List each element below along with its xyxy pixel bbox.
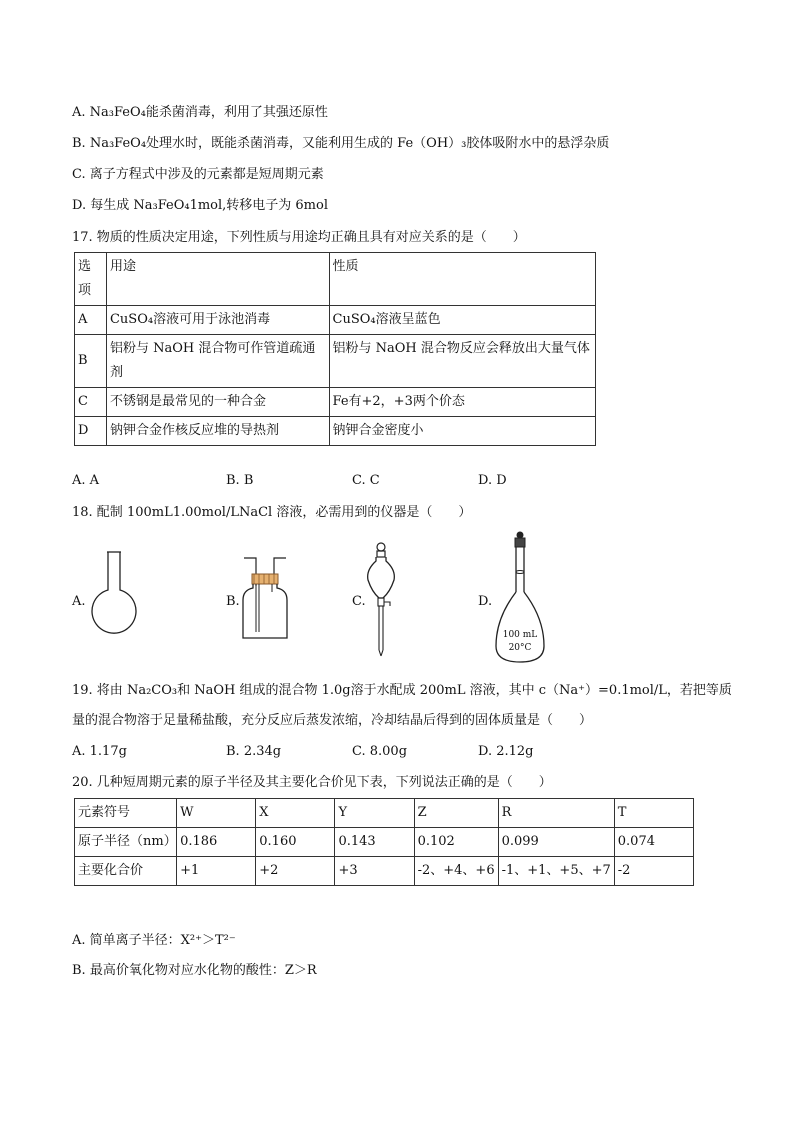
table-header-cell: R	[498, 799, 614, 828]
table-cell: B	[75, 335, 107, 388]
q19-stem-line-2: 量的混合物溶于足量稀盐酸，充分反应后蒸发浓缩，冷却结晶后得到的固体质量是（ ）	[72, 713, 593, 728]
table-header-cell: X	[256, 799, 335, 828]
q19-stem-line-1: 19. 将由 Na₂CO₃和 NaOH 组成的混合物 1.0g溶于水配成 200mL 溶液，其中 c（Na⁺）=0.1mol/L，若把等质	[72, 683, 732, 698]
q17-option-b: B. B	[226, 473, 254, 488]
q20-option-b: B. 最高价氧化物对应水化物的酸性：Z＞R	[72, 963, 317, 978]
table-row	[75, 828, 694, 857]
q18-option-b-label: B.	[226, 594, 240, 609]
table-header-cell: 元素符号	[75, 799, 177, 828]
table-header-cell: Y	[335, 799, 414, 828]
q19-option-c: C. 8.00g	[352, 744, 408, 759]
table-header-cell: 选项	[75, 253, 107, 306]
gas-washing-bottle-icon	[240, 552, 290, 642]
q20-option-a: A. 简单离子半径：X²⁺＞T²⁻	[72, 933, 236, 948]
table-row	[75, 388, 596, 417]
table-cell: CuSO₄溶液呈蓝色	[329, 306, 595, 335]
table-cell: 0.074	[614, 828, 693, 857]
q19-option-a: A. 1.17g	[72, 744, 127, 759]
table-row	[75, 799, 694, 828]
table-cell: +1	[177, 857, 256, 886]
table-cell: 铝粉与 NaOH 混合物可作管道疏通剂	[106, 335, 329, 388]
table-cell: 0.186	[177, 828, 256, 857]
table-cell: -2	[614, 857, 693, 886]
q17-option-c: C. C	[352, 473, 380, 488]
q18-option-a-label: A.	[72, 594, 86, 609]
separatory-funnel-icon	[364, 540, 398, 658]
q17-table	[74, 252, 596, 446]
table-cell: 0.143	[335, 828, 414, 857]
q16-option-a: A. Na₃FeO₄能杀菌消毒，利用了其强还原性	[72, 105, 328, 120]
table-cell: +2	[256, 857, 335, 886]
q19-option-b: B. 2.34g	[226, 744, 282, 759]
table-row	[75, 335, 596, 388]
round-bottom-flask-icon	[86, 548, 142, 644]
table-cell: 0.102	[414, 828, 498, 857]
q17-option-d: D. D	[478, 473, 507, 488]
table-cell: C	[75, 388, 107, 417]
table-cell: 原子半径（nm）	[75, 828, 177, 857]
q16-option-d: D. 每生成 Na₃FeO₄1mol,转移电子为 6mol	[72, 198, 328, 213]
table-cell: 钠钾合金作核反应堆的导热剂	[106, 417, 329, 446]
table-cell: +3	[335, 857, 414, 886]
table-cell: D	[75, 417, 107, 446]
table-row	[75, 417, 596, 446]
table-cell: 0.160	[256, 828, 335, 857]
table-row	[75, 253, 596, 306]
volumetric-flask-icon	[492, 530, 548, 666]
table-cell: 主要化合价	[75, 857, 177, 886]
q16-option-b: B. Na₃FeO₄处理水时，既能杀菌消毒，又能利用生成的 Fe（OH）₃胶体吸附水中的悬浮杂质	[72, 136, 610, 151]
table-cell: 钠钾合金密度小	[329, 417, 595, 446]
table-cell: CuSO₄溶液可用于泳池消毒	[106, 306, 329, 335]
table-cell: -2、+4、+6	[414, 857, 498, 886]
q18-stem: 18. 配制 100mL1.00mol/LNaCl 溶液，必需用到的仪器是（ ）	[72, 505, 472, 520]
q17-stem: 17. 物质的性质决定用途，下列性质与用途均正确且具有对应关系的是（ ）	[72, 230, 526, 245]
q19-option-d: D. 2.12g	[478, 744, 534, 759]
table-row	[75, 857, 694, 886]
q16-option-c: C. 离子方程式中涉及的元素都是短周期元素	[72, 167, 324, 182]
table-header-cell: T	[614, 799, 693, 828]
q18-option-c-label: C.	[352, 594, 366, 609]
table-cell: 0.099	[498, 828, 614, 857]
table-header-cell: Z	[414, 799, 498, 828]
table-header-cell: 用途	[106, 253, 329, 306]
table-header-cell: 性质	[329, 253, 595, 306]
flask-temperature-label: 20°C	[508, 643, 532, 653]
table-cell: 不锈钢是最常见的一种合金	[106, 388, 329, 417]
q17-option-a: A. A	[72, 473, 100, 488]
table-row	[75, 306, 596, 335]
table-cell: Fe有+2，+3两个价态	[329, 388, 595, 417]
table-header-cell: W	[177, 799, 256, 828]
q20-table	[74, 798, 694, 886]
q18-option-d-label: D.	[478, 594, 493, 609]
flask-volume-label: 100 mL	[502, 630, 538, 640]
table-cell: -1、+1、+5、+7	[498, 857, 614, 886]
table-cell: A	[75, 306, 107, 335]
q20-stem: 20. 几种短周期元素的原子半径及其主要化合价见下表，下列说法正确的是（ ）	[72, 775, 552, 790]
table-cell: 铝粉与 NaOH 混合物反应会释放出大量气体	[329, 335, 595, 388]
